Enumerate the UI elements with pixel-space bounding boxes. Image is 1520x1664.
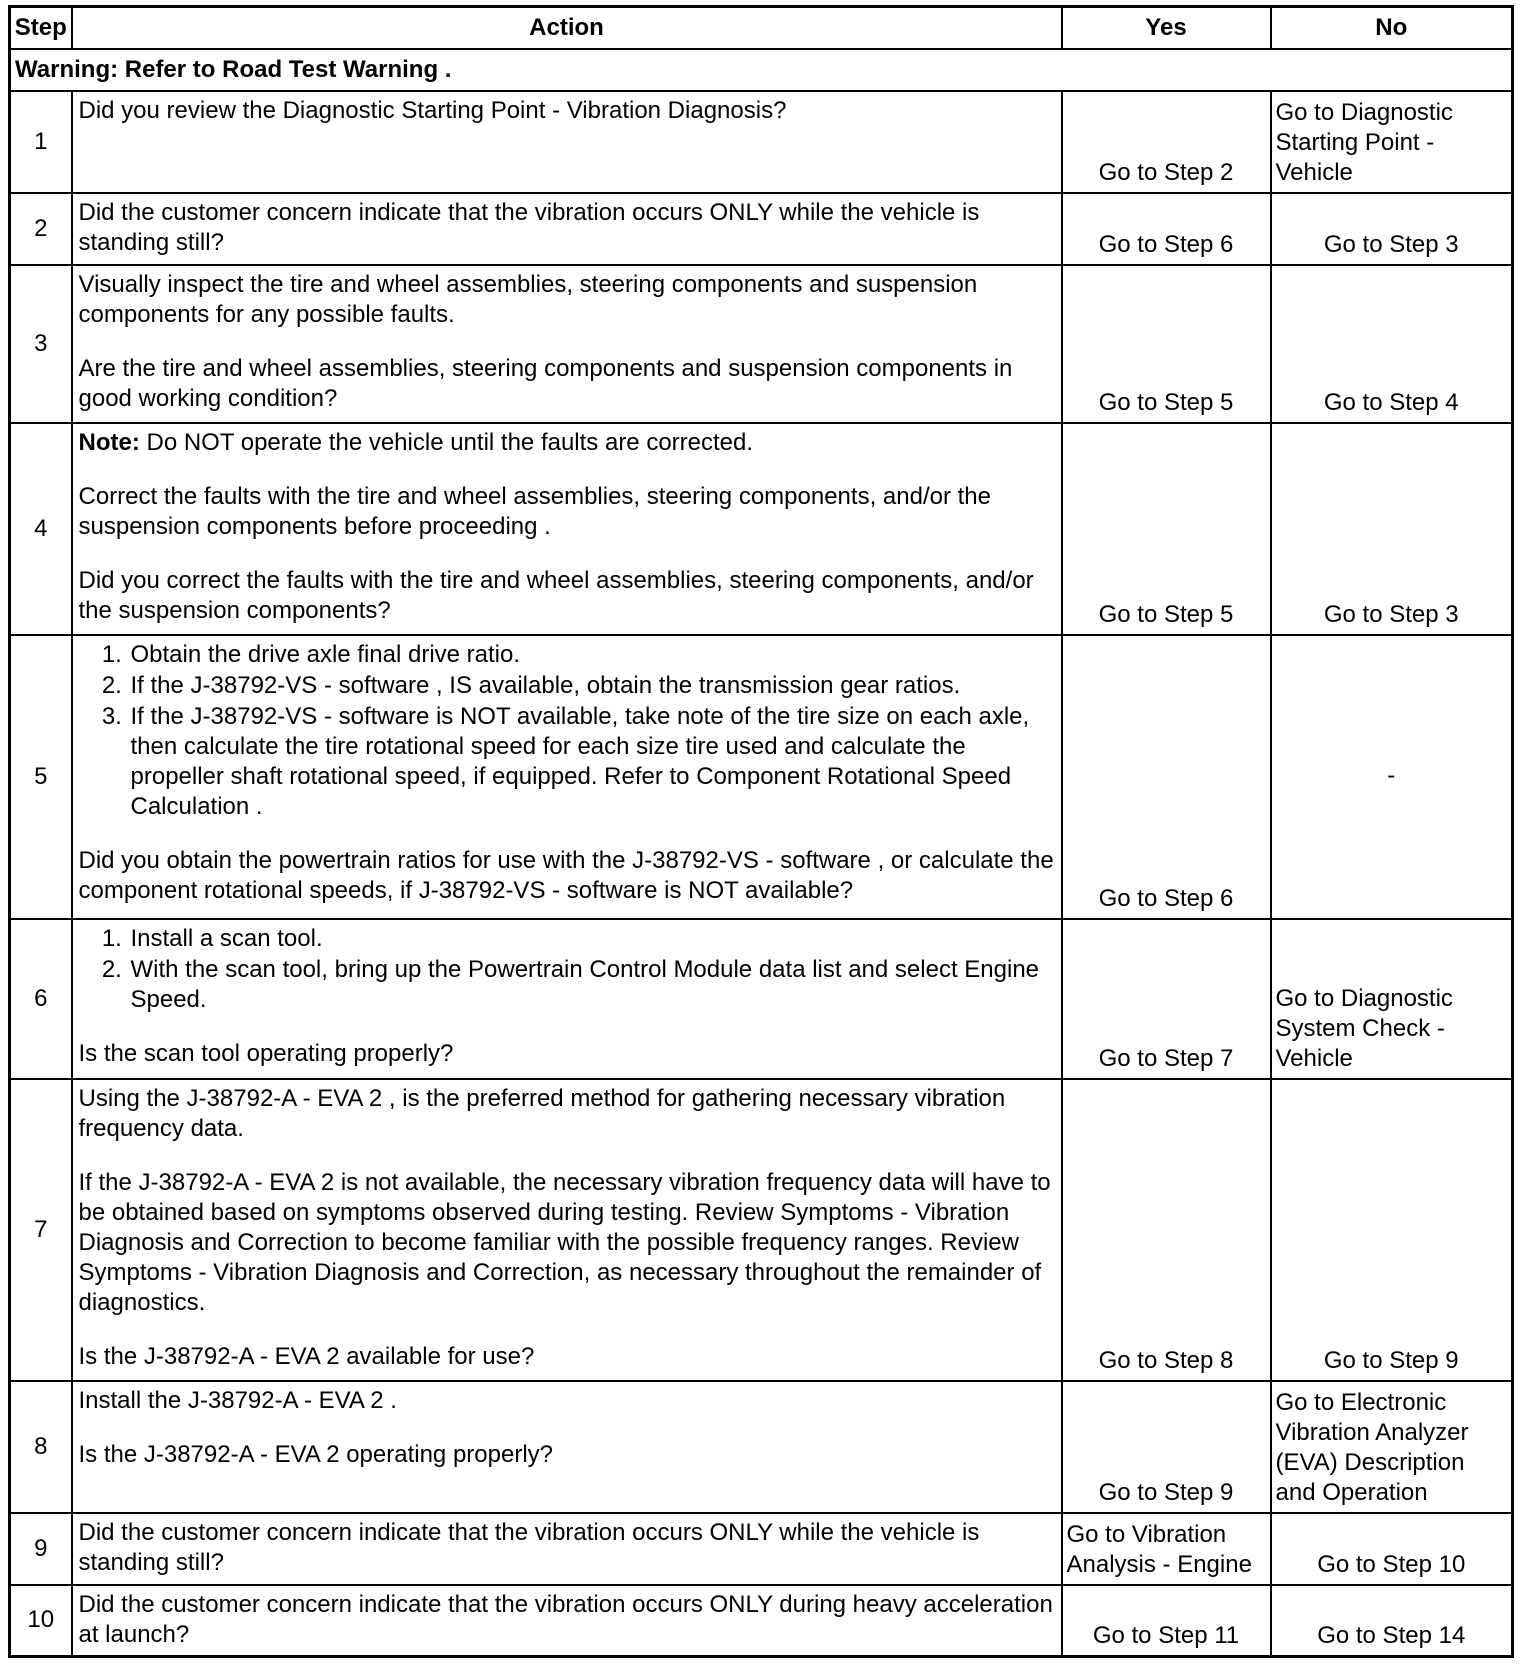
action-text: Using the J-38792-A - EVA 2 , is the preferred method for gathering necessary vibration frequency data. <box>78 1084 1006 1142</box>
note-label: Note: <box>78 428 140 456</box>
table-row <box>10 635 1513 919</box>
action-question: Did you obtain the powertrain ratios for use with the J-38792-VS - software , or calculate the component rotational speeds, if J-38792-VS - software is NOT available? <box>78 846 1054 904</box>
step-number: 5 <box>10 635 72 919</box>
no-cell: Go to Step 3 <box>1271 193 1513 265</box>
no-cell: Go to Step 3 <box>1271 423 1513 635</box>
action-question: Is the J-38792-A - EVA 2 operating properly? <box>78 1440 554 1468</box>
action-text: Did the customer concern indicate that the vibration occurs ONLY during heavy acceleration at launch? <box>78 1590 1053 1648</box>
action-cell <box>72 265 1062 423</box>
action-question: Is the scan tool operating properly? <box>78 1039 454 1067</box>
yes-cell: Go to Step 5 <box>1062 423 1271 635</box>
step-number: 9 <box>10 1513 72 1585</box>
action-text: Did the customer concern indicate that the vibration occurs ONLY while the vehicle is standing still? <box>78 198 980 256</box>
header-yes: Yes <box>1062 7 1271 49</box>
step-number: 10 <box>10 1585 72 1657</box>
yes-cell: Go to Step 5 <box>1062 265 1271 423</box>
table-row <box>10 91 1513 193</box>
yes-cell: Go to Step 2 <box>1062 91 1271 193</box>
action-list <box>79 924 1055 1015</box>
table-row <box>10 1079 1513 1381</box>
action-text: Did you review the Diagnostic Starting Point - Vibration Diagnosis? <box>78 96 787 124</box>
step-number: 7 <box>10 1079 72 1381</box>
action-text: Correct the faults with the tire and wheel assemblies, steering components, and/or the suspension components before proceeding . <box>78 482 991 540</box>
action-cell <box>72 1079 1062 1381</box>
action-cell <box>72 423 1062 635</box>
no-cell: Go to Diagnostic System Check - Vehicle <box>1271 919 1513 1079</box>
yes-cell: Go to Step 8 <box>1062 1079 1271 1381</box>
step-number: 4 <box>10 423 72 635</box>
header-row <box>10 7 1513 49</box>
list-item: 1. Obtain the drive axle final drive ratio. <box>129 640 1055 670</box>
no-cell: Go to Step 9 <box>1271 1079 1513 1381</box>
list-item: 2. If the J-38792-VS - software , IS available, obtain the transmission gear ratios. <box>129 671 1055 701</box>
note-line <box>79 428 1055 458</box>
action-question: Are the tire and wheel assemblies, steering components and suspension components in good working condition? <box>78 354 1013 412</box>
no-cell: Go to Electronic Vibration Analyzer (EVA) Description and Operation <box>1271 1381 1513 1513</box>
yes-cell: Go to Step 9 <box>1062 1381 1271 1513</box>
no-cell: Go to Step 4 <box>1271 265 1513 423</box>
action-question: Did you correct the faults with the tire and wheel assemblies, steering components, and/or the suspension components? <box>78 566 1034 624</box>
table-row <box>10 265 1513 423</box>
table-row <box>10 1381 1513 1513</box>
action-cell <box>72 91 1062 193</box>
table-row <box>10 1513 1513 1585</box>
action-cell <box>72 635 1062 919</box>
no-cell: Go to Step 10 <box>1271 1513 1513 1585</box>
action-list <box>79 640 1055 822</box>
action-text: Did the customer concern indicate that the vibration occurs ONLY while the vehicle is standing still? <box>78 1518 980 1576</box>
step-number: 1 <box>10 91 72 193</box>
action-text: Visually inspect the tire and wheel assemblies, steering components and suspension components for any possible faults. <box>78 270 978 328</box>
warning-row <box>10 49 1513 91</box>
action-text: If the J-38792-A - EVA 2 is not available, the necessary vibration frequency data will have to be obtained based on symptoms observed during testing. Review Symptoms - Vibration Diagnosis and Correction to become familiar with the possible frequency ranges. Review Symptoms - Vibration Diagnosis and Correction, as necessary throughout the remainder of diagnostics. <box>78 1168 1051 1316</box>
yes-cell: Go to Step 11 <box>1062 1585 1271 1657</box>
action-cell <box>72 193 1062 265</box>
yes-cell: Go to Step 6 <box>1062 193 1271 265</box>
action-cell <box>72 1585 1062 1657</box>
step-number: 3 <box>10 265 72 423</box>
warning-text: Warning: Refer to Road Test Warning . <box>10 49 1513 91</box>
list-item: 2. With the scan tool, bring up the Powertrain Control Module data list and select Engine Speed. <box>129 955 1055 1015</box>
no-cell: Go to Diagnostic Starting Point - Vehicle <box>1271 91 1513 193</box>
diagnostic-table <box>8 5 1514 1658</box>
action-cell <box>72 1513 1062 1585</box>
action-cell <box>72 919 1062 1079</box>
header-no: No <box>1271 7 1513 49</box>
list-item: 3. If the J-38792-VS - software is NOT available, take note of the tire size on each axle, then calculate the tire rotational speed for each size tire used and calculate the propeller shaft rotational speed, if equipped. Refer to Component Rotational Speed Calculation . <box>129 702 1055 822</box>
header-action: Action <box>72 7 1062 49</box>
list-item: 1. Install a scan tool. <box>129 924 1055 954</box>
no-cell: Go to Step 14 <box>1271 1585 1513 1657</box>
action-cell <box>72 1381 1062 1513</box>
note-text: Do NOT operate the vehicle until the faults are corrected. <box>139 428 754 456</box>
step-number: 8 <box>10 1381 72 1513</box>
table-row <box>10 423 1513 635</box>
yes-cell: Go to Step 6 <box>1062 635 1271 919</box>
table-row <box>10 919 1513 1079</box>
action-question: Is the J-38792-A - EVA 2 available for use? <box>78 1342 535 1370</box>
header-step: Step <box>10 7 72 49</box>
step-number: 6 <box>10 919 72 1079</box>
action-text: Install the J-38792-A - EVA 2 . <box>78 1386 397 1414</box>
table-row <box>10 1585 1513 1657</box>
yes-cell: Go to Step 7 <box>1062 919 1271 1079</box>
no-cell: - <box>1271 635 1513 919</box>
yes-cell: Go to Vibration Analysis - Engine <box>1062 1513 1271 1585</box>
step-number: 2 <box>10 193 72 265</box>
table-row <box>10 193 1513 265</box>
